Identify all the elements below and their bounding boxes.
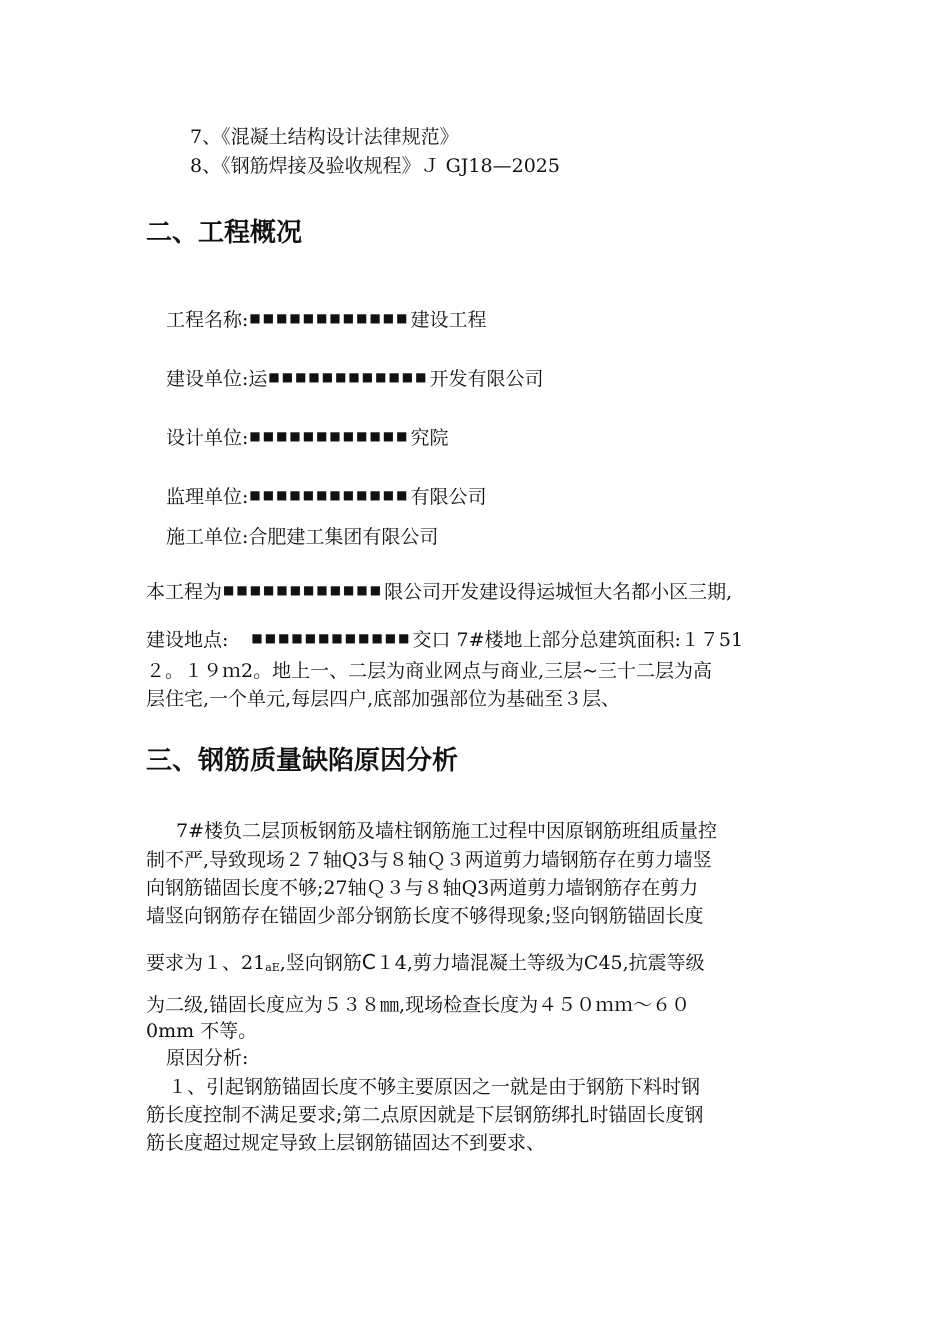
builder-line (166, 367, 543, 392)
reference-item: 7、《混凝土结构设计法律规范》 (190, 126, 459, 148)
label: 监理单位: (166, 486, 249, 508)
value: 有限公司 (410, 486, 487, 508)
overview-paragraph-line: ２。１９ｍ2。地上一、二层为商业网点与商业,三层~三十二层为高 (146, 660, 713, 682)
overview-paragraph-line: 层住宅,一个单元,每层四户,底部加强部位为基础至３层、 (146, 688, 621, 710)
label: 建设单位:运 (166, 368, 268, 390)
cause-line: １、引起钢筋锚固长度不够主要原因之一就是由于钢筋下料时钢 (168, 1076, 701, 1098)
analysis-paragraph-line: 制不严,导致现场２７轴Q3与８轴Ｑ３两道剪力墙钢筋存在剪力墙竖 (146, 849, 712, 871)
text: 建设地点: (146, 629, 229, 651)
redaction-mark: ■■■■■■■■■■■■ (251, 631, 412, 645)
redaction-mark: ■■■■■■■■■■■■ (249, 429, 410, 443)
analysis-paragraph-line: 为二级,锚固长度应为５３８㎜,现场检查长度为４５０ｍｍ～６０ (146, 994, 691, 1016)
text: 交口 7#楼地上部分总建筑面积:１７51 (412, 629, 744, 651)
analysis-paragraph-line: 墙竖向钢筋存在锚固少部分钢筋长度不够得现象;竖向钢筋锚固长度 (146, 905, 704, 927)
project-name-line (166, 308, 486, 333)
text: １4,剪力墙混凝土等级为C45,抗震等级 (375, 952, 705, 974)
analysis-paragraph-line: 7#楼负二层顶板钢筋及墙柱钢筋施工过程中因原钢筋班组质量控 (176, 820, 718, 842)
supervisor-line (166, 485, 486, 510)
redaction-mark: ■■■■■■■■■■■■ (249, 311, 410, 325)
value: 究院 (410, 427, 449, 449)
reference-item: 8、《钢筋焊接及验收规程》Ｊ GJ18—2025 (190, 155, 560, 177)
contractor-line: 施工单位:合肥建工集团有限公司 (166, 526, 439, 548)
redaction-mark: ■■■■■■■■■■■■ (223, 583, 384, 597)
text: ,竖向钢筋 (279, 952, 362, 974)
redaction-mark: ■■■■■■■■■■■■ (249, 488, 410, 502)
value: 建设工程 (410, 309, 487, 331)
text: 限公司开发建设得运城恒大名都小区三期, (384, 581, 733, 603)
designer-line (166, 426, 448, 451)
rebar-grade-symbol: C (361, 950, 376, 974)
section-heading: 三、钢筋质量缺陷原因分析 (146, 746, 459, 776)
label: 设计单位: (166, 427, 249, 449)
text: 要求为１、21 (146, 952, 266, 974)
cause-line: 筋长度超过规定导致上层钢筋锚固达不到要求、 (146, 1132, 546, 1154)
analysis-paragraph-line: 向钢筋锚固长度不够;27轴Ｑ３与８轴Q3两道剪力墙钢筋存在剪力 (146, 877, 699, 899)
text: 本工程为 (146, 581, 223, 603)
analysis-paragraph-line (146, 950, 705, 980)
label: 工程名称: (166, 309, 249, 331)
cause-line: 筋长度控制不满足要求;第二点原因就是下层钢筋绑扎时锚固长度钢 (146, 1104, 704, 1126)
overview-paragraph-line (146, 580, 732, 605)
section-heading: 二、工程概况 (146, 218, 303, 248)
cause-analysis-title: 原因分析: (166, 1047, 249, 1069)
value: 开发有限公司 (429, 368, 544, 390)
redaction-mark: ■■■■■■■■■■■■ (268, 370, 429, 384)
overview-paragraph-line (146, 628, 743, 653)
subscript: aE (265, 961, 280, 974)
analysis-paragraph-line: 0mm 不等。 (146, 1020, 258, 1042)
